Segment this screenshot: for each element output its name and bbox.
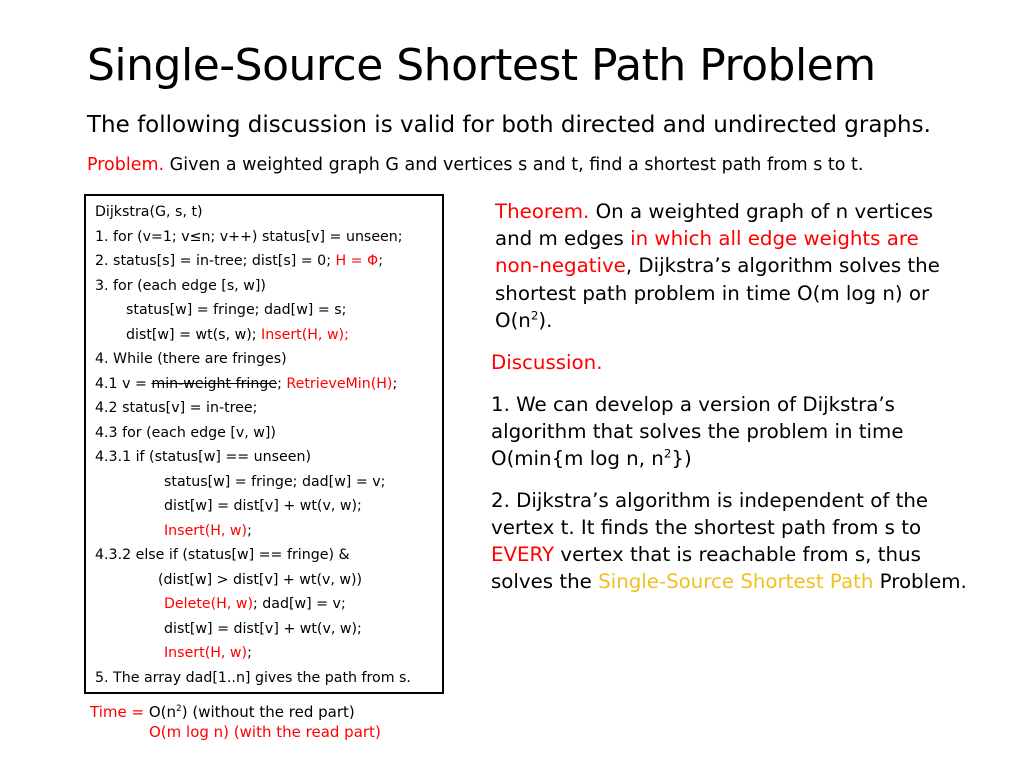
code-line: 4.3.1 if (status[w] == unseen) bbox=[95, 449, 312, 465]
problem-text: Given a weighted graph G and vertices s and t, find a shortest path from s to t. bbox=[164, 155, 864, 175]
discussion-line: algorithm that solves the problem in time bbox=[491, 420, 904, 443]
code-text: ; bbox=[247, 523, 252, 539]
discussion-line bbox=[491, 541, 921, 568]
theorem-text: ). bbox=[538, 309, 553, 332]
discussion-line bbox=[491, 445, 692, 472]
code-text: ; bbox=[378, 253, 384, 269]
code-line: status[w] = fringe; dad[w] = v; bbox=[164, 474, 386, 490]
theorem-text: , Dijkstra’s algorithm solves the bbox=[625, 254, 940, 277]
theorem-line bbox=[495, 225, 919, 252]
code-line bbox=[164, 595, 346, 613]
code-line: 1. for (v=1; v≤n; v++) status[v] = unseen; bbox=[95, 229, 403, 245]
code-line: status[w] = fringe; dad[w] = s; bbox=[126, 302, 347, 318]
theorem-text: O(n bbox=[495, 309, 531, 332]
code-line: 3. for (each edge [s, w]) bbox=[95, 278, 266, 294]
discussion-text: solves the bbox=[491, 570, 599, 593]
discussion-text: O(min{m log n, n bbox=[491, 447, 664, 470]
discussion-text: Problem. bbox=[873, 570, 967, 593]
code-highlight: Delete(H, w) bbox=[164, 596, 253, 612]
discussion-line: 2. Dijkstra’s algorithm is independent of the bbox=[491, 489, 929, 512]
time-text: ) (without the red part) bbox=[181, 703, 355, 721]
code-highlight: Insert(H, w) bbox=[164, 645, 248, 661]
theorem-highlight: in which all edge weights are bbox=[630, 227, 919, 250]
time-label: Time = bbox=[90, 703, 149, 721]
time-complexity-line-1 bbox=[90, 703, 355, 721]
slide-subtitle: The following discussion is valid for both directed and undirected graphs. bbox=[87, 112, 931, 138]
problem-label: Problem. bbox=[87, 155, 165, 175]
code-line bbox=[95, 252, 383, 270]
slide-title: Single-Source Shortest Path Problem bbox=[87, 40, 876, 91]
theorem-label: Theorem. bbox=[495, 200, 590, 223]
discussion-highlight-yellow: Single-Source Shortest Path bbox=[598, 570, 874, 593]
code-text: ; bbox=[392, 376, 398, 392]
code-highlight: Insert(H, w) bbox=[164, 523, 248, 539]
code-line: 5. The array dad[1..n] gives the path from s. bbox=[95, 670, 411, 686]
discussion-label: Discussion. bbox=[491, 351, 603, 374]
problem-statement bbox=[87, 155, 864, 175]
theorem-line bbox=[495, 252, 940, 279]
code-line bbox=[164, 644, 252, 662]
code-line: Dijkstra(G, s, t) bbox=[95, 204, 203, 220]
theorem-superscript: 2 bbox=[530, 308, 539, 323]
algorithm-box bbox=[84, 194, 444, 694]
code-line: dist[w] = dist[v] + wt(v, w); bbox=[164, 621, 362, 637]
code-strikethrough: min-weight fringe bbox=[151, 376, 278, 392]
code-line bbox=[164, 522, 252, 540]
discussion-highlight: EVERY bbox=[491, 543, 555, 566]
theorem-text: and m edges bbox=[495, 227, 631, 250]
code-line: (dist[w] > dist[v] + wt(v, w)) bbox=[158, 572, 363, 588]
theorem-line bbox=[495, 198, 933, 225]
theorem-line bbox=[495, 307, 552, 334]
code-line: 4.3 for (each edge [v, w]) bbox=[95, 425, 276, 441]
code-highlight: RetrieveMin(H) bbox=[286, 376, 393, 392]
time-complexity-line-2: O(m log n) (with the read part) bbox=[149, 723, 381, 741]
code-line bbox=[95, 375, 397, 393]
time-text: O(n bbox=[148, 703, 176, 721]
discussion-superscript: 2 bbox=[663, 446, 672, 461]
code-highlight: Insert(H, w); bbox=[261, 327, 349, 343]
theorem-text: On a weighted graph of n vertices bbox=[589, 200, 934, 223]
theorem-line: shortest path problem in time O(m log n) or bbox=[495, 282, 930, 305]
code-highlight: H = Φ bbox=[335, 253, 379, 269]
discussion-line bbox=[491, 568, 967, 595]
discussion-line: vertex t. It finds the shortest path from s to bbox=[491, 516, 922, 539]
code-text: ; bbox=[247, 645, 252, 661]
discussion-line: 1. We can develop a version of Dijkstra’s bbox=[491, 393, 895, 416]
code-line: 4.3.2 else if (status[w] == fringe) & bbox=[95, 547, 350, 563]
code-text: 4.1 v = bbox=[95, 376, 152, 392]
code-text: ; bbox=[277, 376, 287, 392]
theorem-highlight: non-negative bbox=[495, 254, 626, 277]
code-text: 2. status[s] = in-tree; dist[s] = 0; bbox=[95, 253, 336, 269]
code-text: ; dad[w] = v; bbox=[252, 596, 346, 612]
time-superscript: 2 bbox=[176, 704, 182, 714]
code-line: 4. While (there are fringes) bbox=[95, 351, 287, 367]
code-line: dist[w] = dist[v] + wt(v, w); bbox=[164, 498, 362, 514]
code-line bbox=[126, 326, 349, 344]
code-text: dist[w] = wt(s, w); bbox=[126, 327, 262, 343]
discussion-text: vertex that is reachable from s, thus bbox=[554, 543, 921, 566]
discussion-text: }) bbox=[671, 447, 692, 470]
code-line: 4.2 status[v] = in-tree; bbox=[95, 400, 258, 416]
